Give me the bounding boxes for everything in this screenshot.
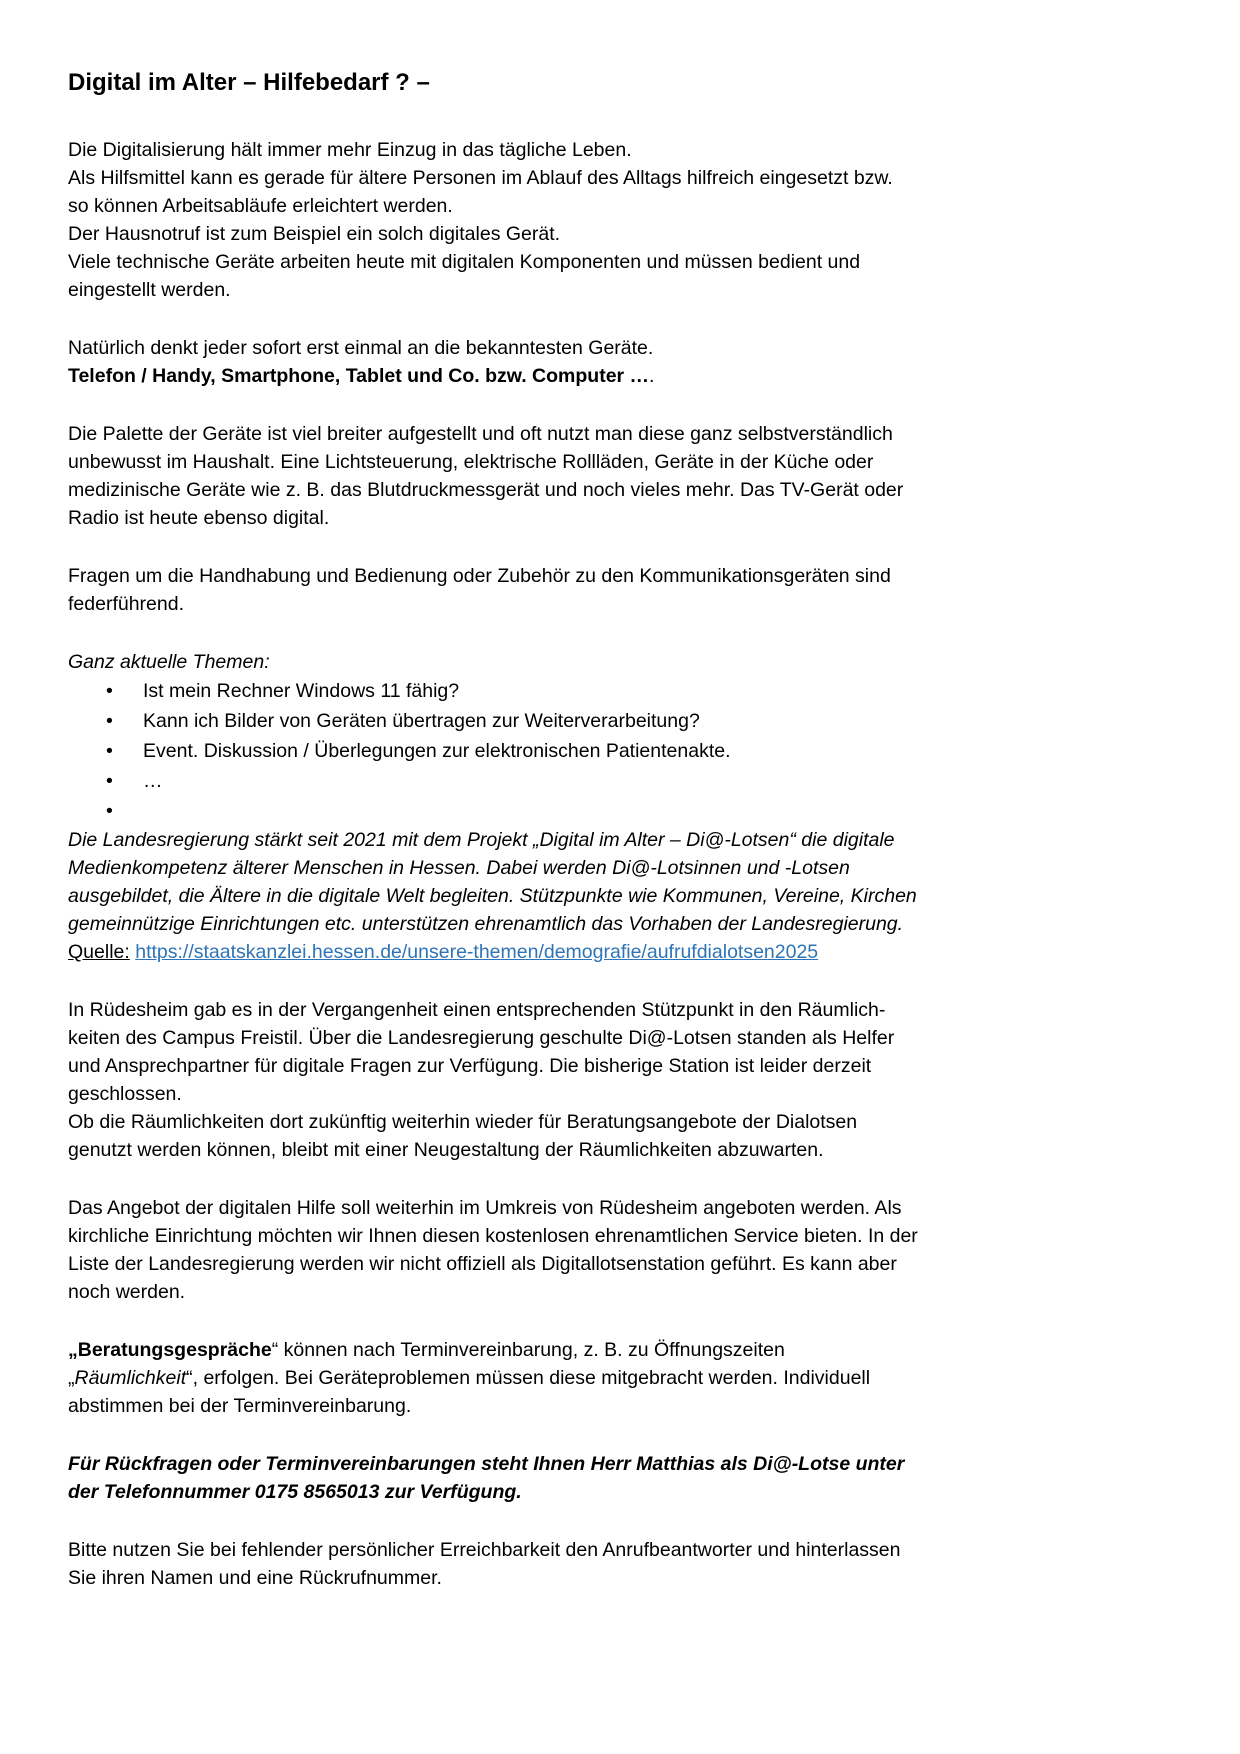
- text-run: „Beratungsgespräche: [68, 1339, 272, 1361]
- text-run: Medienkompetenz älterer Menschen in Hessen. Dabei werden Di@-Lotsinnen und -Lotsen: [68, 857, 850, 879]
- vertical-spacer: [68, 966, 1120, 996]
- list-item: [68, 706, 1120, 736]
- text-run: Telefon / Handy, Smartphone, Tablet und Co. bzw. Computer …: [68, 365, 650, 387]
- paragraph: [68, 1450, 1120, 1506]
- text-run: In Rüdesheim gab es in der Vergangenheit einen entsprechenden Stützpunkt in den Räumlich-: [68, 999, 886, 1021]
- text-line: [68, 66, 1120, 100]
- text-run: federführend.: [68, 593, 185, 615]
- vertical-spacer: [68, 100, 1120, 136]
- text-run: Quelle:: [68, 941, 130, 963]
- text-line: [68, 1478, 1120, 1506]
- paragraph: [68, 826, 1120, 966]
- vertical-spacer: [68, 304, 1120, 334]
- text-line: [68, 1336, 1120, 1364]
- text-run: Ob die Räumlichkeiten dort zukünftig weiterhin wieder für Beratungsangebote der Dialotsen: [68, 1111, 858, 1133]
- text-run: .: [649, 365, 655, 387]
- vertical-spacer: [68, 618, 1120, 648]
- text-line: [68, 276, 1120, 304]
- vertical-spacer: [68, 532, 1120, 562]
- vertical-spacer: [68, 1420, 1120, 1450]
- text-run: Die Palette der Geräte ist viel breiter aufgestellt und oft nutzt man diese ganz selbstverständlich: [68, 423, 893, 445]
- text-line: [68, 562, 1120, 590]
- text-run: keiten des Campus Freistil. Über die Landesregierung geschulte Di@-Lotsen standen als Helfer: [68, 1027, 895, 1049]
- text-line: [68, 1564, 1120, 1592]
- text-run: Für Rückfragen oder Terminvereinbarungen steht Ihnen Herr Matthias als Di@-Lotse unter: [68, 1453, 905, 1475]
- text-run: Liste der Landesregierung werden wir nicht offiziell als Digitallotsenstation geführt. Es kann aber: [68, 1253, 897, 1275]
- list-item: [68, 676, 1120, 706]
- text-line: [68, 448, 1120, 476]
- text-run: der Telefonnummer 0175 8565013 zur Verfügung.: [68, 1481, 522, 1503]
- list-item: [68, 766, 1120, 796]
- text-line: [68, 910, 1120, 938]
- list-item: [68, 736, 1120, 766]
- text-run: medizinische Geräte wie z. B. das Blutdruckmessgerät und noch vieles mehr. Das TV-Gerät oder: [68, 479, 904, 501]
- text-run: und Ansprechpartner für digitale Fragen zur Verfügung. Die bisherige Station ist leider derzeit: [68, 1055, 872, 1077]
- text-run: eingestellt werden.: [68, 279, 231, 301]
- text-line: [68, 1250, 1120, 1278]
- list-item-text: …: [143, 770, 163, 792]
- text-line: [68, 1108, 1120, 1136]
- text-run: genutzt werden können, bleibt mit einer Neugestaltung der Räumlichkeiten abzuwarten.: [68, 1139, 824, 1161]
- text-run: “ können nach Terminvereinbarung, z. B. zu Öffnungszeiten: [271, 1339, 785, 1361]
- text-line: [68, 420, 1120, 448]
- list-item-text: Event. Diskussion / Überlegungen zur elektronischen Patientenakte.: [143, 740, 731, 762]
- text-line: [68, 1052, 1120, 1080]
- text-line: [68, 996, 1120, 1024]
- list-item-text: Kann ich Bilder von Geräten übertragen zur Weiterverarbeitung?: [143, 710, 700, 732]
- paragraph: [68, 648, 1120, 676]
- text-line: [68, 334, 1120, 362]
- page-title: [68, 66, 1120, 100]
- text-run: Die Digitalisierung hält immer mehr Einzug in das tägliche Leben.: [68, 139, 632, 161]
- paragraph: [68, 1194, 1120, 1306]
- text-line: [68, 1450, 1120, 1478]
- text-line: [68, 1222, 1120, 1250]
- text-run: noch werden.: [68, 1281, 186, 1303]
- text-line: [68, 1136, 1120, 1164]
- text-line: [68, 1194, 1120, 1222]
- list-item: [68, 796, 1120, 826]
- source-link[interactable]: https://staatskanzlei.hessen.de/unsere-themen/demografie/aufrufdialotsen2025: [135, 941, 819, 963]
- paragraph: [68, 996, 1120, 1164]
- text-run: Das Angebot der digitalen Hilfe soll weiterhin im Umkreis von Rüdesheim angeboten werden. Als: [68, 1197, 902, 1219]
- paragraph: [68, 420, 1120, 532]
- text-line: [68, 826, 1120, 854]
- text-run: Ganz aktuelle Themen:: [68, 651, 270, 673]
- text-line: [68, 476, 1120, 504]
- paragraph: [68, 1536, 1120, 1592]
- text-line: [68, 590, 1120, 618]
- vertical-spacer: [68, 1164, 1120, 1194]
- text-line: [68, 882, 1120, 910]
- paragraph: [68, 334, 1120, 390]
- text-run: kirchliche Einrichtung möchten wir Ihnen diesen kostenlosen ehrenamtlichen Service bieten. In der: [68, 1225, 918, 1247]
- text-line: [68, 248, 1120, 276]
- text-line: [68, 648, 1120, 676]
- vertical-spacer: [68, 1306, 1120, 1336]
- vertical-spacer: [68, 390, 1120, 420]
- text-run: abstimmen bei der Terminvereinbarung.: [68, 1395, 412, 1417]
- text-run: gemeinnützige Einrichtungen etc. unterstützen ehrenamtlich das Vorhaben der Landesregierung.: [68, 913, 904, 935]
- text-run: Viele technische Geräte arbeiten heute mit digitalen Komponenten und müssen bedient und: [68, 251, 861, 273]
- text-run: Natürlich denkt jeder sofort erst einmal an die bekanntesten Geräte.: [68, 337, 654, 359]
- text-run: Fragen um die Handhabung und Bedienung oder Zubehör zu den Kommunikationsgeräten sind: [68, 565, 891, 587]
- vertical-spacer: [68, 1506, 1120, 1536]
- text-run: Bitte nutzen Sie bei fehlender persönlicher Erreichbarkeit den Anrufbeantworter und hinterlassen: [68, 1539, 901, 1561]
- text-run: Räumlichkeit: [74, 1367, 187, 1389]
- topics-list: [68, 676, 1120, 826]
- text-line: [68, 164, 1120, 192]
- text-line: [68, 1024, 1120, 1052]
- text-line: [68, 1278, 1120, 1306]
- paragraph: [68, 1336, 1120, 1420]
- text-line: [68, 136, 1120, 164]
- document-content: [68, 66, 1120, 1592]
- text-line: [68, 854, 1120, 882]
- text-run: Die Landesregierung stärkt seit 2021 mit dem Projekt „Digital im Alter – Di@-Lotsen“ die digitale: [68, 829, 895, 851]
- text-run: Radio ist heute ebenso digital.: [68, 507, 330, 529]
- text-run: unbewusst im Haushalt. Eine Lichtsteuerung, elektrische Rollläden, Geräte in der Küche oder: [68, 451, 874, 473]
- text-run: geschlossen.: [68, 1083, 182, 1105]
- text-run: so können Arbeitsabläufe erleichtert werden.: [68, 195, 453, 217]
- paragraph: [68, 136, 1120, 304]
- text-line: [68, 220, 1120, 248]
- text-run: Sie ihren Namen und eine Rückrufnummer.: [68, 1567, 442, 1589]
- text-run: Der Hausnotruf ist zum Beispiel ein solch digitales Gerät.: [68, 223, 561, 245]
- text-run: ausgebildet, die Ältere in die digitale Welt begleiten. Stützpunkte wie Kommunen, Vereine, Kirchen: [68, 885, 917, 907]
- text-line: [68, 504, 1120, 532]
- text-line: [68, 362, 1120, 390]
- list-item-text: Ist mein Rechner Windows 11 fähig?: [143, 680, 460, 702]
- text-line: [68, 1392, 1120, 1420]
- text-line: [68, 1080, 1120, 1108]
- text-run: Als Hilfsmittel kann es gerade für ältere Personen im Ablauf des Alltags hilfreich eingesetzt bzw.: [68, 167, 893, 189]
- text-run: Digital im Alter – Hilfebedarf ? –: [68, 69, 430, 96]
- text-run: “, erfolgen. Bei Geräteproblemen müssen diese mitgebracht werden. Individuell: [186, 1367, 871, 1389]
- paragraph: [68, 562, 1120, 618]
- text-line: [68, 192, 1120, 220]
- text-line: [68, 938, 1120, 966]
- text-line: [68, 1364, 1120, 1392]
- text-run: „: [68, 1367, 75, 1389]
- text-line: [68, 1536, 1120, 1564]
